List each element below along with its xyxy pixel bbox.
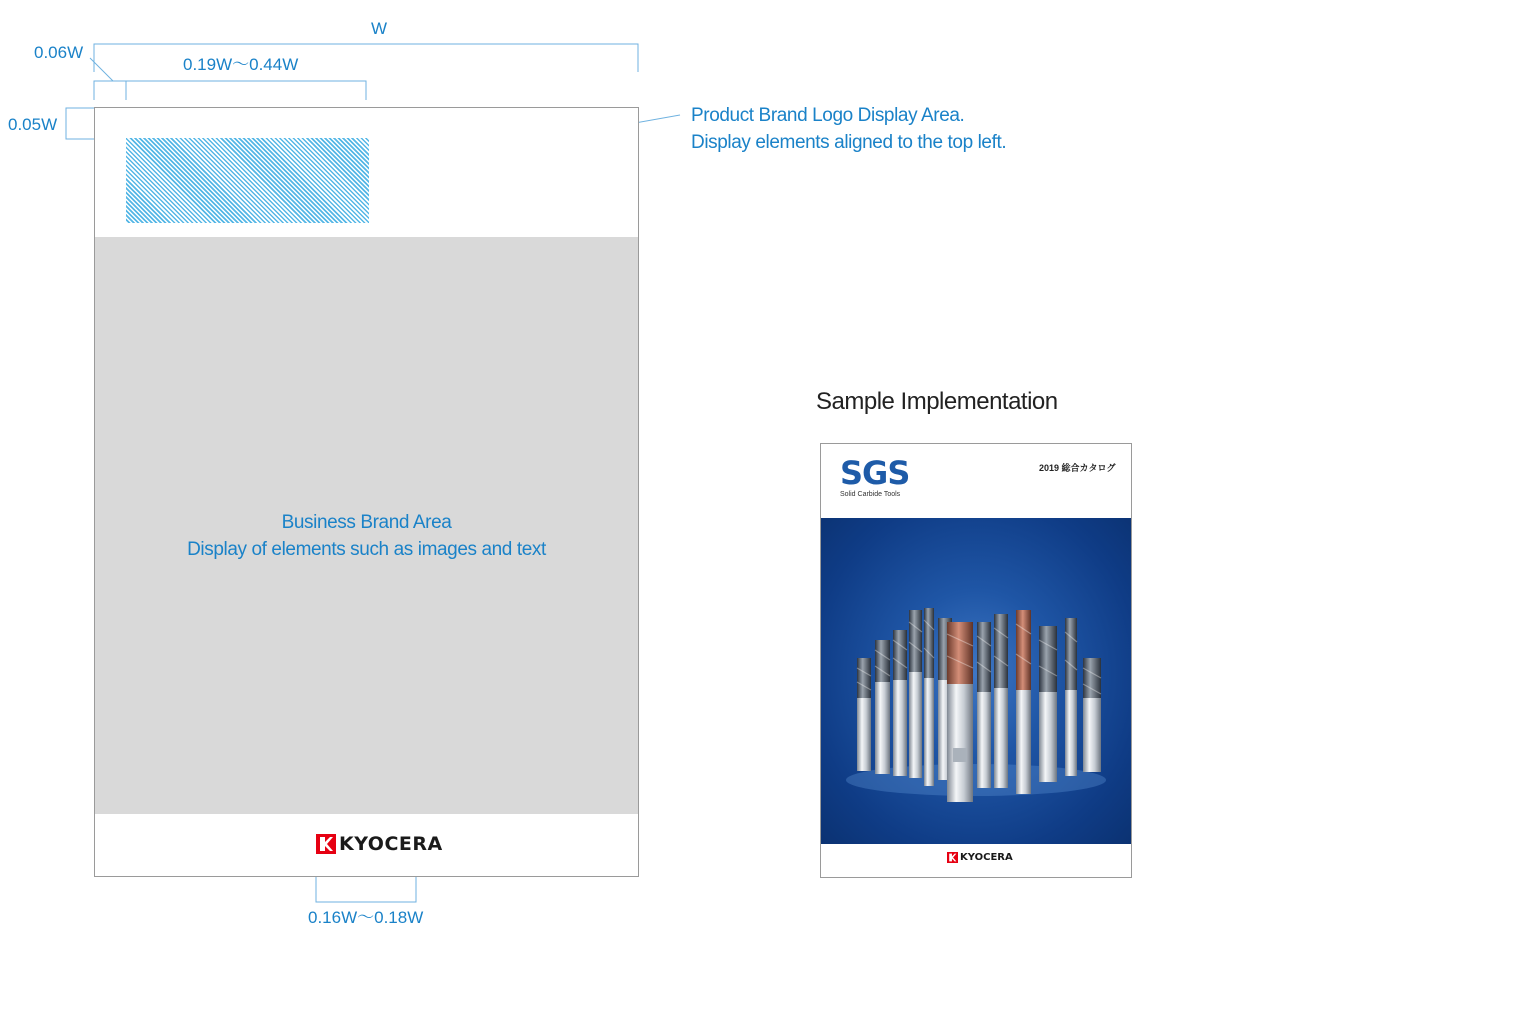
catalog-title: 2019 総合カタログ: [1039, 463, 1116, 473]
footer-logo: [316, 832, 443, 856]
sgs-logo-subtitle: Solid Carbide Tools: [840, 491, 901, 498]
sample-catalog-cover: [820, 443, 1132, 878]
sgs-logo-text: SGS: [840, 454, 910, 492]
carbide-tools-image: [821, 518, 1131, 844]
kyocera-mark-small-icon: [947, 852, 958, 863]
width-bracket: [94, 44, 638, 72]
sample-heading: Sample Implementation: [816, 388, 1058, 415]
product-logo-area: [126, 138, 369, 223]
left-margin-bracket: [94, 81, 126, 100]
business-brand-title: Business Brand Area: [281, 512, 452, 533]
left-margin-leader: [90, 58, 113, 81]
footer-logo-width-label: 0.16W〜0.18W: [308, 908, 424, 927]
left-margin-label: 0.06W: [34, 43, 84, 62]
top-margin-label: 0.05W: [8, 115, 58, 134]
layout-template-page: [94, 107, 639, 877]
business-brand-text: [95, 509, 638, 563]
sgs-logo: [840, 456, 909, 498]
business-brand-desc: Display of elements such as images and text: [187, 539, 546, 560]
width-label: W: [371, 19, 388, 38]
business-brand-area: [95, 237, 638, 814]
kyocera-mark-icon: [316, 834, 336, 854]
logo-area-callout: [691, 102, 1006, 156]
sample-footer-logo: [947, 852, 1013, 863]
footer-logo-text: KYOCERA: [339, 833, 443, 855]
sample-image-panel: [821, 518, 1131, 844]
sample-footer-logo-text: KYOCERA: [960, 852, 1013, 863]
logo-width-label: 0.19W〜0.44W: [183, 55, 299, 74]
callout-line-2: Display elements aligned to the top left.: [691, 132, 1007, 153]
callout-line-1: Product Brand Logo Display Area.: [691, 105, 965, 126]
logo-width-bracket: [126, 81, 366, 100]
